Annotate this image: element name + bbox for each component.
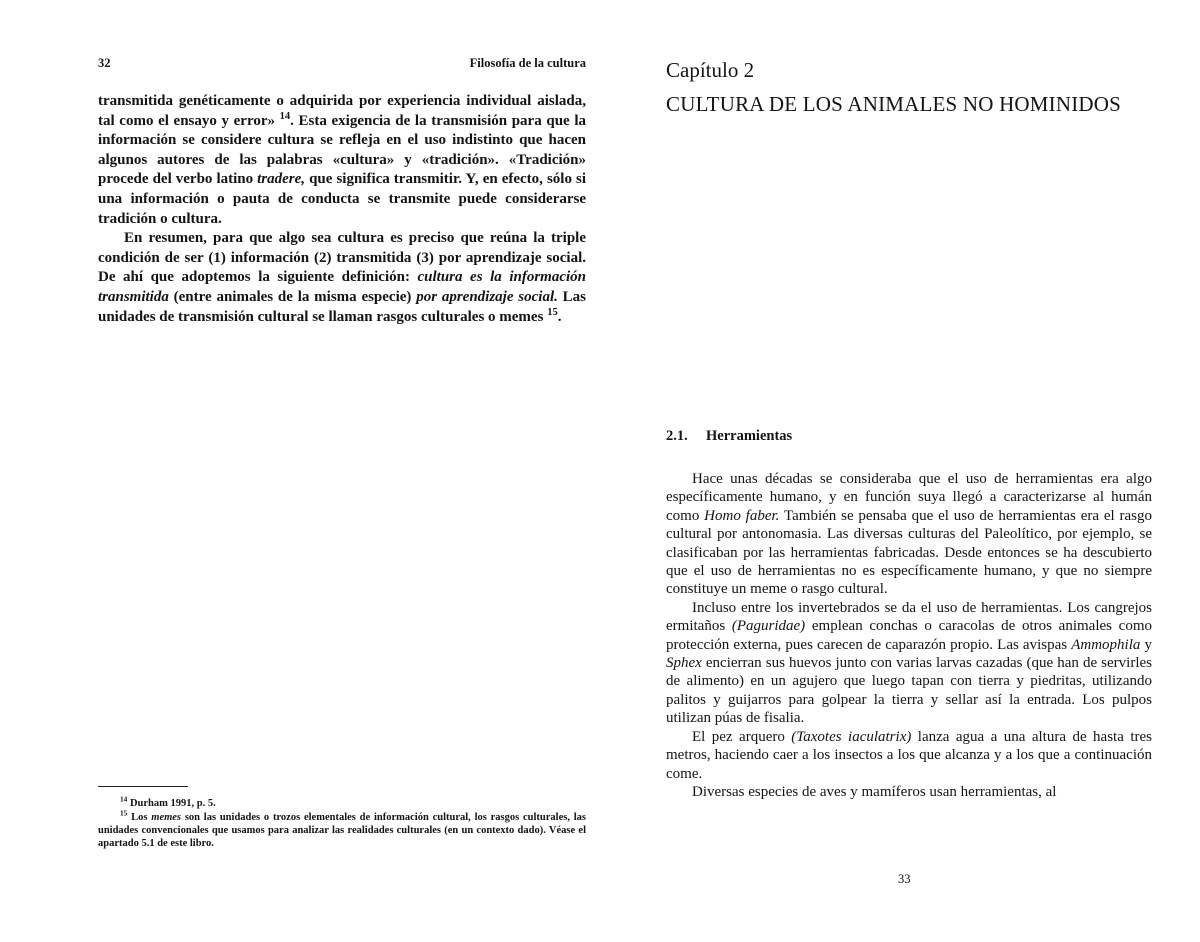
footnote-list [98, 794, 586, 850]
italic-term: por aprendizaje social. [416, 288, 558, 305]
italic-term: tradere, [257, 171, 306, 188]
paragraph-text: En resumen, para que algo sea cultura es preciso que reúna la triple condición de ser (1) información (2) transmitida (3) por aprendizaje social. De ahí que adoptemos la siguiente definición: [98, 230, 586, 286]
page-number-right: 33 [898, 872, 911, 886]
right-paragraph-2 [666, 599, 1152, 728]
left-paragraph-1 [98, 92, 586, 229]
italic-term: (Paguridae) [731, 618, 806, 635]
paragraph-text: (entre animales de la misma especie) [168, 288, 417, 305]
page-number-left: 32 [98, 56, 111, 70]
left-paragraph-2 [98, 229, 586, 327]
footnote-ref: 14 [279, 110, 291, 122]
italic-term: (Taxotes iaculatrix) [791, 728, 912, 745]
italic-term: Sphex [666, 655, 702, 672]
footnote-number: 15 [120, 808, 128, 818]
footnote-14 [98, 794, 586, 810]
paragraph-text: El pez arquero [692, 728, 792, 745]
right-paragraph-4 [666, 783, 1152, 801]
italic-term: memes [151, 812, 182, 823]
running-title: Filosofía de la cultura [469, 56, 586, 70]
italic-term: Homo faber. [704, 507, 780, 524]
chapter-title: CULTURA DE LOS ANIMALES NO HOMINIDOS [666, 92, 1122, 116]
footnote-text: son las unidades o trozos elementales de información cultural, los rasgos culturales, las unidades convencionales que usamos para analizar las realidades culturales (en un contexto dado). Véase el apartado 5.1 de este libro. [98, 812, 586, 849]
section-number: 2.1. [666, 428, 688, 444]
paragraph-text: También se pensaba que el uso de herramientas era el rasgo cultural por antonomasia. Las diversas culturas del Paleolítico, por ejemplo, se clasificaban por las herramientas fabricadas. Desde entonces se ha descubierto que el uso de herramientas no es específicamente humano, y que no siempre constituye un meme o rasgo cultural. [666, 507, 1153, 598]
paragraph-text: Las unidades de transmisión cultural se llaman rasgos culturales o memes [98, 288, 587, 325]
footnotes [98, 786, 586, 851]
paragraph-text: Hace unas décadas se consideraba que el uso de herramientas era algo específicamente humano, y en función suya llegó a caracterizarse al humán como [666, 471, 1152, 524]
footnote-ref: 15 [547, 306, 558, 318]
paragraph-text: Diversas especies de aves y mamíferos usan herramientas, al [692, 783, 1057, 800]
footnote-15 [98, 808, 586, 850]
footnote-number: 14 [120, 794, 128, 804]
italic-term: Ammophila [1071, 636, 1141, 653]
paragraph-text: Incluso entre los invertebrados se da el uso de herramientas. Los cangrejos ermitaños [666, 599, 1152, 635]
footnote-text: Durham 1991, p. 5. [127, 798, 216, 809]
section-heading [666, 428, 792, 445]
right-paragraph-3 [666, 728, 1152, 783]
paragraph-text: encierran sus huevos junto con varias larvas cazadas (que han de servirles de alimento) en un agujero que luego tapan con tierra y piedritas, utilizando palitos y guijarros para golpear la tierra y sellar así la entrada. Los pulpos utilizan púas de fisalia. [666, 655, 1152, 727]
right-paragraph-1 [666, 470, 1152, 599]
chapter-label: Capítulo 2 [666, 58, 755, 82]
section-title: Herramientas [706, 428, 793, 444]
paragraph-text: lanza agua a una altura de hasta tres metros, haciendo caer a los insectos a los que alcanza y a los que a continuación come. [666, 728, 1152, 782]
footnote-rule [98, 786, 188, 787]
paragraph-text: y [1140, 636, 1153, 653]
paragraph-text: que significa transmitir. Y, en efecto, sólo si una información o pauta de conducta se transmite puede considerarse tradición o cultura. [98, 171, 586, 227]
paragraph-text: . Esta exigencia de la transmisión para que la información se considere cultura se refleja en el uso indistinto que hacen algunos autores de las palabras «cultura» y «tradición». «Tradición» procede del verbo latino [98, 112, 586, 188]
paragraph-text: emplean conchas o caracolas de otros animales como protección externa, pues carecen de caparazón propio. Las avispas [666, 618, 1153, 653]
left-body-text [98, 92, 586, 327]
paragraph-text: . [557, 308, 562, 325]
footnote-text: Los [127, 812, 152, 823]
paragraph-text: transmitida genéticamente o adquirida por experiencia individual aislada, tal como el ensayo y error» [98, 93, 586, 129]
italic-term: cultura es la información transmitida [98, 269, 586, 305]
right-body-text [666, 470, 1152, 801]
